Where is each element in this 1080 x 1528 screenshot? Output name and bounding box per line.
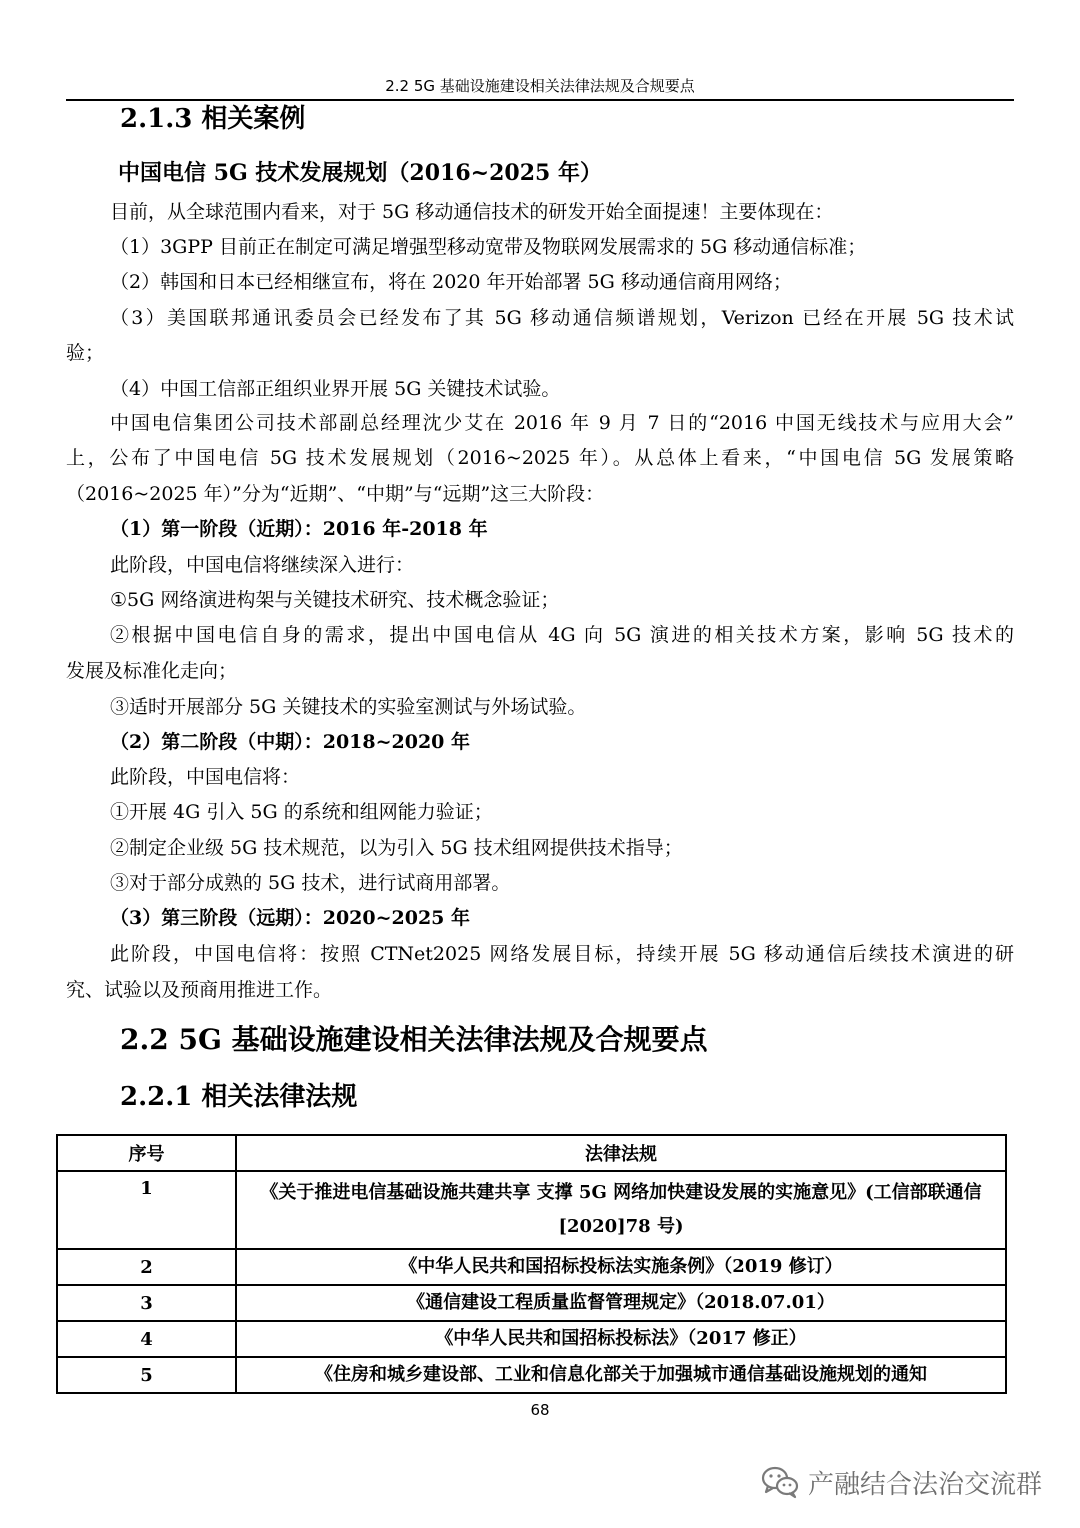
list-item: （2）韩国和日本已经相继宣布，将在 2020 年开始部署 5G 移动通信商用网络； [110,271,792,293]
table-row [57,1171,1006,1249]
table-row [57,1321,1006,1357]
list-item: ①开展 4G 引入 5G 的系统和组网能力验证； [110,801,493,823]
law-name: 《通信建设工程质量监督管理规定》（2018.07.01） [236,1285,1006,1321]
law-table [56,1134,1007,1394]
header-divider [66,99,1014,101]
case-title: 中国电信 5G 技术发展规划（2016~2025 年） [118,160,602,186]
list-item: （3）美国联邦通讯委员会已经发布了其 5G 移动通信频谱规划，Verizon 已经在开展 5G 技术试 [110,307,1014,329]
watermark [760,1462,1042,1502]
table-row [57,1285,1006,1321]
page-number: 68 [530,1401,550,1419]
intro-paragraph: 目前，从全球范围内看来，对于 5G 移动通信技术的研发开始全面提速！主要体现在： [110,201,834,223]
list-item-continuation: 验； [66,342,105,364]
stage-2-title: （2）第二阶段（中期）：2018~2020 年 [110,731,471,753]
section-heading-2-2: 2.2 5G 基础设施建设相关法律法规及合规要点 [120,1023,708,1056]
stage-1-title: （1）第一阶段（近期）：2016 年-2018 年 [110,518,488,540]
column-header-law: 法律法规 [236,1135,1006,1171]
list-item-continuation: 发展及标准化走向； [66,660,238,682]
list-item: ②制定企业级 5G 技术规范，以为引入 5G 技术组网提供技术指导； [110,837,683,859]
row-number: 2 [57,1249,236,1285]
list-item: ①5G 网络演进构架与关键技术研究、技术概念验证； [110,589,560,611]
row-number: 5 [57,1357,236,1393]
column-header-no: 序号 [57,1135,236,1171]
section-heading-2-2-1: 2.2.1 相关法律法规 [120,1082,358,1112]
list-item: （1）3GPP 目前正在制定可满足增强型移动宽带及物联网发展需求的 5G 移动通信标准； [110,236,867,258]
list-item: （4）中国工信部正组织业界开展 5G 关键技术试验。 [110,378,561,400]
row-number: 3 [57,1285,236,1321]
list-item: ③适时开展部分 5G 关键技术的实验室测试与外场试验。 [110,696,587,718]
paragraph-line: 中国电信集团公司技术部副总经理沈少艾在 2016 年 9 月 7 日的“2016 中国无线技术与应用大会” [110,412,1014,434]
section-heading-2-1-3: 2.1.3 相关案例 [120,104,306,134]
table-row [57,1249,1006,1285]
stage-1-intro: 此阶段，中国电信将继续深入进行： [110,554,415,576]
watermark-text: 产融结合法治交流群 [808,1469,1043,1500]
row-number: 4 [57,1321,236,1357]
law-name: 《中华人民共和国招标投标法实施条例》（2019 修订） [236,1249,1006,1285]
law-name: 《住房和城乡建设部、工业和信息化部关于加强城市通信基础设施规划的通知 [236,1357,1006,1393]
stage-3-title: （3）第三阶段（远期）：2020~2025 年 [110,907,471,929]
running-header: 2.2 5G 基础设施建设相关法律法规及合规要点 [385,77,695,95]
stage-3-paragraph: 此阶段，中国电信将：按照 CTNet2025 网络发展目标，持续开展 5G 移动通信后续技术演进的研 [110,943,1014,965]
table-row [57,1357,1006,1393]
paragraph-line: （2016~2025 年）”分为“近期”、“中期”与“远期”这三大阶段： [66,483,605,505]
stage-2-intro: 此阶段，中国电信将： [110,766,301,788]
paragraph-line: 上，公布了中国电信 5G 技术发展规划（2016~2025 年）。从总体上看来，“中国电信 5G 发展策略 [66,447,1014,469]
law-name: 《关于推进电信基础设施共建共享 支撑 5G 网络加快建设发展的实施意见》(工信部联通信[2020]78 号) [236,1171,1006,1249]
list-item: ②根据中国电信自身的需求，提出中国电信从 4G 向 5G 演进的相关技术方案，影响 5G 技术的 [110,624,1014,646]
list-item: ③对于部分成熟的 5G 技术，进行试商用部署。 [110,872,511,894]
law-name: 《中华人民共和国招标投标法》（2017 修正） [236,1321,1006,1357]
wechat-icon [760,1465,800,1499]
row-number: 1 [57,1171,236,1249]
table-header-row [57,1135,1006,1171]
stage-3-paragraph: 究、试验以及预商用推进工作。 [66,979,333,1001]
